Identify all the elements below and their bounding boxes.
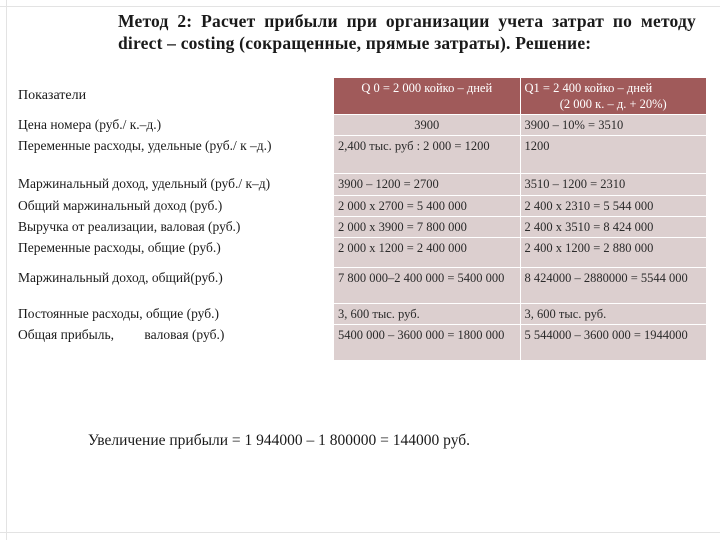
row-label: Маржинальный доход, удельный (руб./ к–д) — [14, 174, 334, 196]
frame-top-line — [0, 6, 720, 7]
row-value-q1: 3510 – 1200 = 2310 — [520, 174, 706, 196]
row-value-q0: 5400 000 – 3600 000 = 1800 000 — [334, 325, 520, 361]
row-value-q1: 2 400 х 3510 = 8 424 000 — [520, 217, 706, 238]
row-value-q0: 2 000 х 3900 = 7 800 000 — [334, 217, 520, 238]
header-q1-line2: (2 000 к. – д. + 20%) — [559, 97, 667, 111]
row-value-q0: 2,400 тыс. руб : 2 000 = 1200 — [334, 136, 520, 174]
row-label: Выручка от реализации, валовая (руб.) — [14, 217, 334, 238]
row-value-q0: 2 000 х 2700 = 5 400 000 — [334, 196, 520, 217]
header-label: Показатели — [14, 78, 334, 115]
table-header-row — [14, 78, 706, 115]
frame-bottom-line — [0, 532, 720, 533]
table-row — [14, 238, 706, 268]
row-value-q1: 3, 600 тыс. руб. — [520, 304, 706, 325]
frame-left-line — [6, 0, 7, 540]
row-label: Переменные расходы, удельные (руб./ к –д.) — [14, 136, 334, 174]
row-label: Переменные расходы, общие (руб.) — [14, 238, 334, 268]
row-value-q1: 5 544000 – 3600 000 = 1944000 — [520, 325, 706, 361]
row-value-q1: 3900 – 10% = 3510 — [520, 115, 706, 136]
row-label: Общая прибыль, валовая (руб.) — [14, 325, 334, 361]
row-label: Общий маржинальный доход (руб.) — [14, 196, 334, 217]
slide-title: Метод 2: Расчет прибыли при организации учета затрат по методу direct – costing (сокращенные, прямые затраты). Решение: — [118, 11, 696, 53]
row-label: Маржинальный доход, общий(руб.) — [14, 268, 334, 304]
header-q1-line1: Q1 = 2 400 койко – дней — [524, 81, 653, 95]
header-q0: Q 0 = 2 000 койко – дней — [334, 78, 520, 115]
table-row — [14, 268, 706, 304]
row-value-q1: 1200 — [520, 136, 706, 174]
table-row — [14, 304, 706, 325]
row-value-q0: 7 800 000–2 400 000 = 5400 000 — [334, 268, 520, 304]
row-value-q1: 2 400 х 2310 = 5 544 000 — [520, 196, 706, 217]
row-label: Постоянные расходы, общие (руб.) — [14, 304, 334, 325]
row-value-q0: 2 000 х 1200 = 2 400 000 — [334, 238, 520, 268]
row-value-q1: 8 424000 – 2880000 = 5544 000 — [520, 268, 706, 304]
table-row — [14, 325, 706, 361]
table-row — [14, 115, 706, 136]
row-label: Цена номера (руб./ к.–д.) — [14, 115, 334, 136]
row-value-q0: 3900 – 1200 = 2700 — [334, 174, 520, 196]
table-row — [14, 217, 706, 238]
row-value-q1: 2 400 х 1200 = 2 880 000 — [520, 238, 706, 268]
row-value-q0: 3900 — [334, 115, 520, 136]
table-row — [14, 174, 706, 196]
profit-table — [14, 78, 706, 361]
header-q1 — [520, 78, 706, 115]
profit-increase-note: Увеличение прибыли = 1 944000 – 1 800000 = 144000 руб. — [88, 432, 471, 449]
table-row — [14, 196, 706, 217]
row-value-q0: 3, 600 тыс. руб. — [334, 304, 520, 325]
table-row — [14, 136, 706, 174]
